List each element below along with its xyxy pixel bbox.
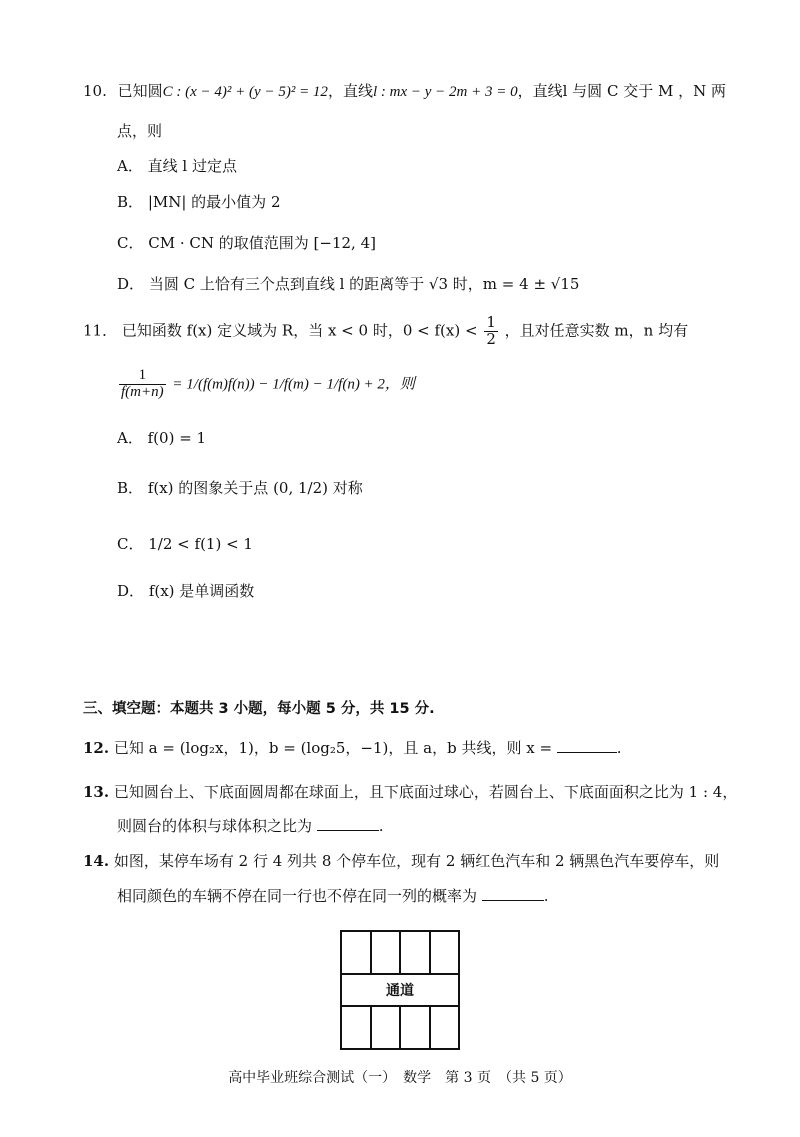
parking-space <box>342 932 372 973</box>
parking-space <box>372 932 402 973</box>
q11-number: 11． <box>83 321 118 340</box>
q11-option-d: D． f(x) 是单调函数 <box>117 582 255 600</box>
q11-option-b: B． f(x) 的图象关于点 (0, 1/2) 对称 <box>117 479 363 497</box>
parking-space <box>431 932 459 973</box>
q10-number: 10. <box>83 82 107 100</box>
q11-equation: $\frac{1}{f(m+n)}$ = 1/(f(m)f(n)) − 1/f(m) − 1/f(n) + 2，则 <box>121 367 415 400</box>
q13-line2: 则圆台的体积与球体积之比为 . <box>117 817 384 835</box>
parking-space <box>342 1007 372 1048</box>
q10-stem: 已知圆 <box>117 82 163 100</box>
parking-space <box>401 932 431 973</box>
parking-row-bottom <box>342 1007 458 1048</box>
q14-answer-blank <box>482 886 544 901</box>
q14-line2: 相同颜色的车辆不停在同一行也不停在同一列的概率为 . <box>117 887 549 905</box>
q10-circle-equation: C : (x − 4)² + (y − 5)² = 12 <box>162 84 328 100</box>
parking-space <box>372 1007 402 1048</box>
q10-option-d: D． 当圆 C 上恰有三个点到直线 l 的距离等于 √3 时，m = 4 ± √15 <box>117 275 580 293</box>
page-footer: 高中毕业班综合测试（一） 数学 第 3 页 （共 5 页） <box>228 1070 572 1086</box>
q10-option-c: C． CM · CN 的取值范围为 [−12, 4] <box>117 234 376 252</box>
q10-line1: 10. 已知圆C : (x − 4)² + (y − 5)² = 12，直线l : mx − y − 2m + 3 = 0，直线l 与圆 C 交于 M ，N 两 <box>83 82 726 100</box>
q12-answer-blank <box>557 738 617 753</box>
q11-stem: 已知函数 f(x) 定义域为 R，当 x < 0 时，0 < f(x) < <box>121 321 478 340</box>
q13-answer-blank <box>317 816 379 831</box>
q13-number: 13. <box>83 783 110 801</box>
parking-row-top <box>342 932 458 973</box>
q11-half-fraction: $\frac{1}{2}$ <box>486 313 496 348</box>
q11-line1: 11． 已知函数 f(x) 定义域为 R，当 x < 0 时，0 < f(x) < $\frac{1}{2}$ ，且对任意实数 m，n 均有 <box>83 313 689 348</box>
q13-line1: 13. 已知圆台上、下底面圆周都在球面上，且下底面过球心，若圆台上、下底面面积之比为 1 : 4， <box>83 783 738 801</box>
q10-line-equation: l : mx − y − 2m + 3 = 0 <box>372 84 518 100</box>
parking-space <box>431 1007 459 1048</box>
q10-line2: 点，则 <box>117 122 163 140</box>
q12-line: 12. 已知 a = (log₂x，1)，b = (log₂5，−1)，且 a，b 共线，则 x = . <box>83 739 622 757</box>
q10-option-a: A． 直线 l 过定点 <box>117 157 237 175</box>
q14-number: 14. <box>83 852 110 870</box>
q11-option-a: A． f(0) = 1 <box>117 429 207 447</box>
parking-lot-figure <box>340 930 460 1050</box>
section-3-heading: 三、填空题：本题共 3 小题，每小题 5 分，共 15 分. <box>83 701 435 717</box>
q12-number: 12. <box>83 739 110 757</box>
q14-line1: 14. 如图，某停车场有 2 行 4 列共 8 个停车位，现有 2 辆红色汽车和 2 辆黑色汽车要停车，则 <box>83 852 720 870</box>
q10-option-b: B． |MN| 的最小值为 2 <box>117 193 281 211</box>
q11-option-c: C． 1/2 < f(1) < 1 <box>117 535 253 553</box>
parking-space <box>401 1007 431 1048</box>
aisle-label: 通道 <box>342 973 458 1007</box>
